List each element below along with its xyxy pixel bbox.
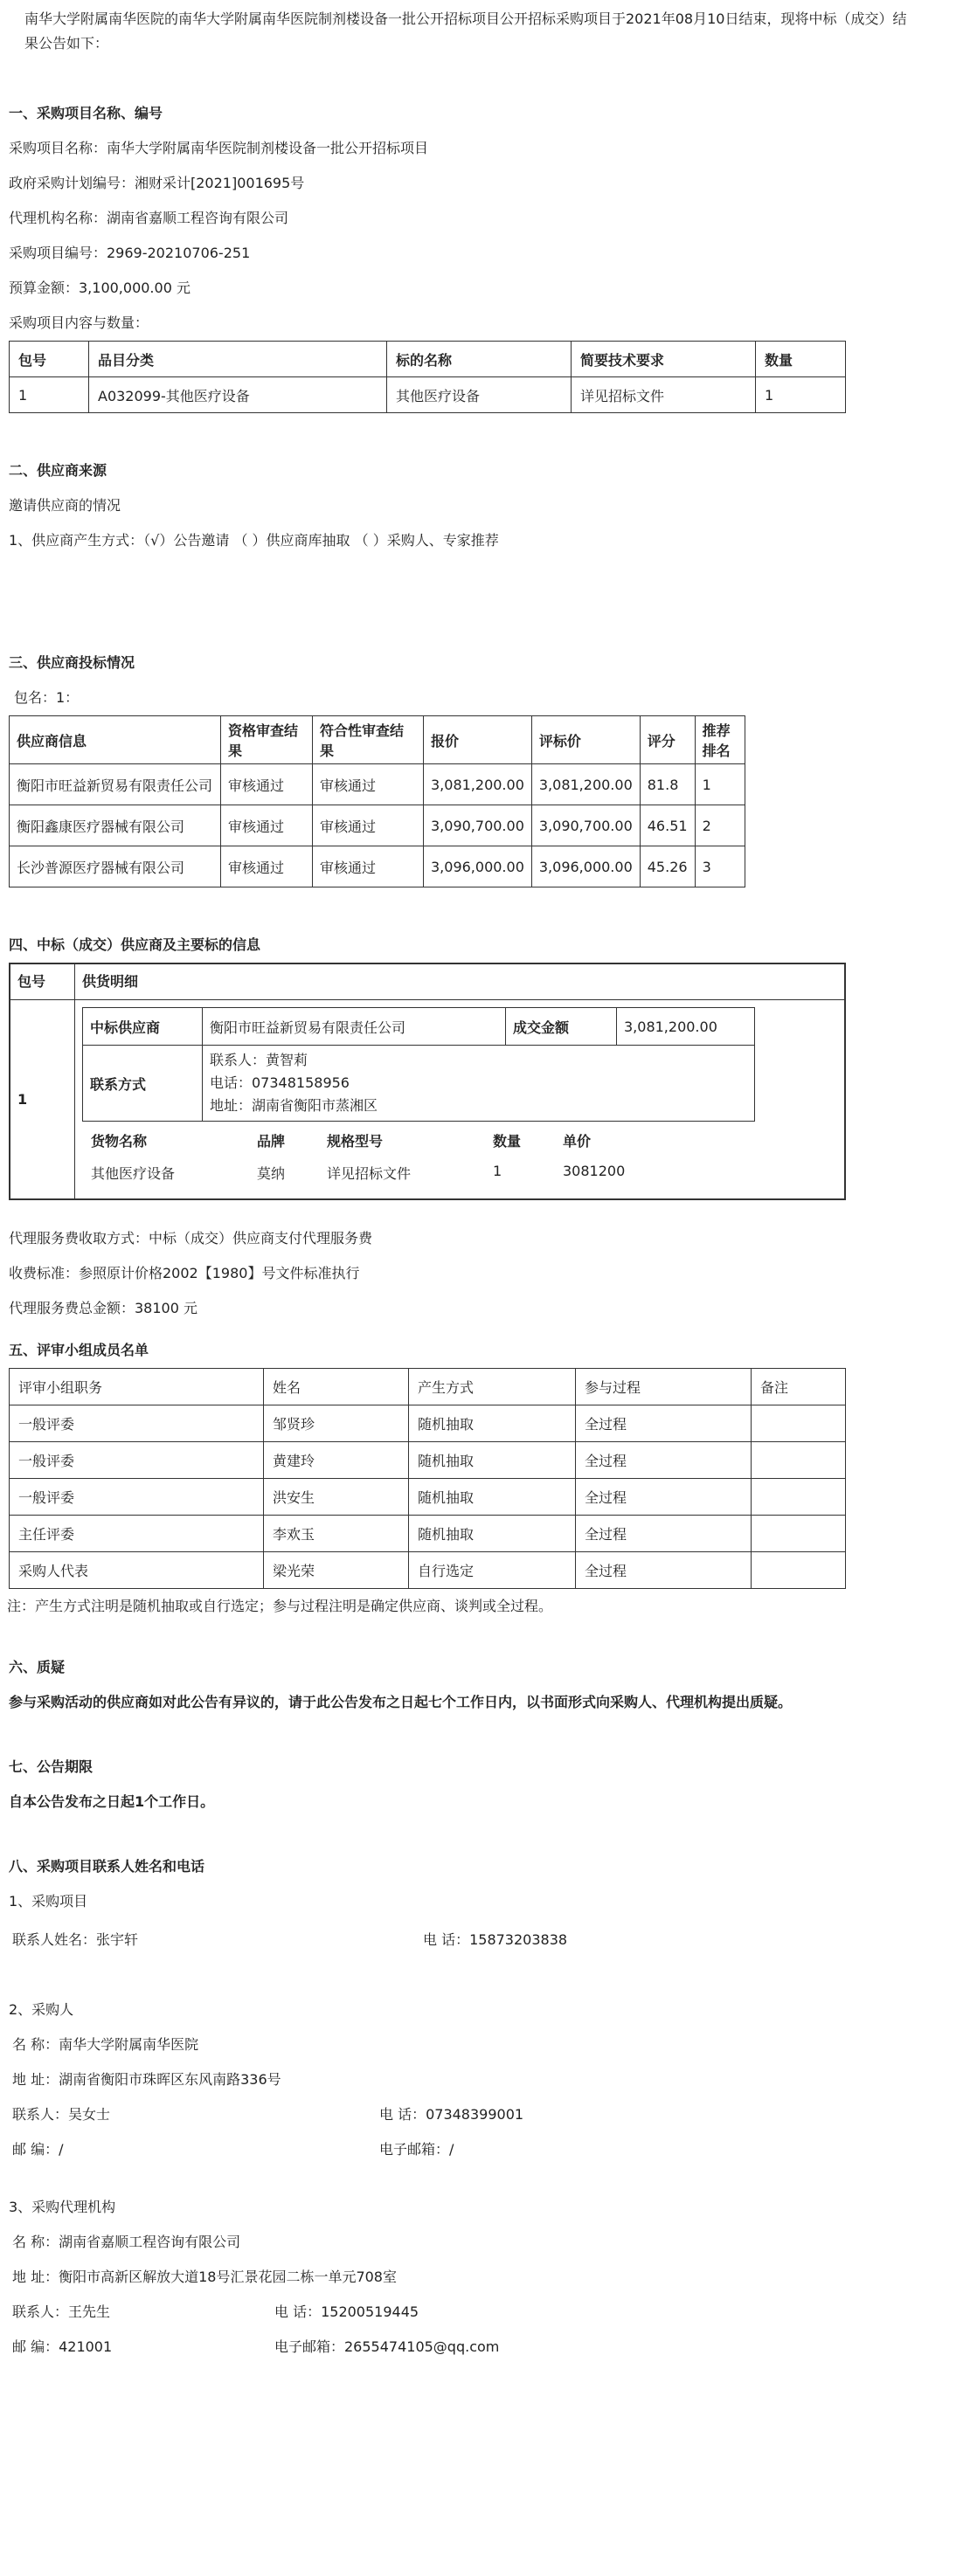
bidder-cell: 审核通过 [313,764,424,805]
bidders-header: 评标价 [531,716,640,764]
period-text: 自本公告发布之日起1个工作日。 [9,1793,215,1810]
review-note: 注：产生方式注明是随机抽取或自行选定；参与过程注明是确定供应商、谈判或全过程。 [7,1598,553,1614]
contact-label: 联系方式 [83,1046,203,1122]
bidder-cell: 3,096,000.00 [531,846,640,887]
bidder-cell: 长沙普源医疗器械有限公司 [10,846,221,887]
review-cell: 主任评委 [10,1516,264,1552]
plan-number-line: 政府采购计划编号：湘财采计[2021]001695号 [9,175,305,191]
section-6-title: 六、质疑 [9,1659,66,1675]
goods-header: 数量 [493,1133,522,1150]
intro-paragraph: 南华大学附属南华医院的南华大学附属南华医院制剂楼设备一批公开招标项目公开招标采购项目于2021年08月10日结束，现将中标（成交）结果公告如下： [24,10,907,52]
bidder-cell: 2 [695,805,745,846]
goods-header: 单价 [563,1133,592,1150]
challenge-text: 参与采购活动的供应商如对此公告有异议的，请于此公告发布之日起七个工作日内，以书面形式向采购人、代理机构提出质疑。 [9,1694,793,1710]
table-row [10,377,846,413]
contact-person: 联系人：黄智莉 [210,1052,308,1068]
table-row [10,1516,846,1552]
bidder-cell: 审核通过 [221,846,313,887]
goods-header: 规格型号 [327,1133,384,1150]
items-header: 简要技术要求 [572,342,756,377]
section-2-title: 二、供应商来源 [9,462,107,479]
agent-contact: 联系人：王先生 [12,2303,111,2320]
method-line: 1、供应商产生方式：（√）公告邀请 （ ）供应商库抽取 （ ）采购人、专家推荐 [9,532,499,549]
invite-line: 邀请供应商的情况 [9,497,121,514]
goods-list [82,1122,844,1183]
package-name-line: 包名：1： [14,689,80,706]
section-5-title: 五、评审小组成员名单 [9,1342,149,1358]
bidder-cell: 衡阳市旺益新贸易有限责任公司 [10,764,221,805]
goods-cell: 1 [493,1163,502,1179]
review-cell: 一般评委 [10,1479,264,1516]
bidder-cell: 3,090,700.00 [424,805,532,846]
budget-line: 预算金额：3,100,000.00 元 [9,280,191,296]
table-row [10,1405,846,1442]
review-header: 产生方式 [409,1369,576,1405]
review-header: 评审小组职务 [10,1369,264,1405]
agent-address: 地 址：衡阳市高新区解放大道18号汇景花园二栋一单元708室 [12,2269,397,2285]
review-cell: 黄建玲 [264,1442,409,1479]
goods-cell: 3081200 [563,1163,626,1179]
review-cell: 采购人代表 [10,1552,264,1589]
fee-standard-line: 收费标准：参照原计价格2002【1980】号文件标准执行 [9,1265,360,1281]
table-row [10,1479,846,1516]
award-package-number: 1 [10,1000,75,1198]
review-cell [752,1552,846,1589]
bidder-cell: 审核通过 [221,805,313,846]
items-cell: 1 [10,377,89,413]
items-header: 标的名称 [387,342,572,377]
award-box [9,963,846,1200]
amount-label: 成交金额 [506,1008,617,1046]
review-cell: 邹贤珍 [264,1405,409,1442]
review-cell: 随机抽取 [409,1405,576,1442]
goods-cell: 莫纳 [257,1165,286,1182]
goods-cell: 详见招标文件 [327,1165,412,1182]
review-cell [752,1405,846,1442]
bidders-header: 推荐排名 [695,716,745,764]
review-cell: 随机抽取 [409,1516,576,1552]
items-cell: 详见招标文件 [572,377,756,413]
review-cell: 随机抽取 [409,1479,576,1516]
winner-label: 中标供应商 [83,1008,203,1046]
bidder-cell: 1 [695,764,745,805]
bidder-cell: 3 [695,846,745,887]
review-cell: 一般评委 [10,1405,264,1442]
section-7-title: 七、公告期限 [9,1758,94,1775]
bidder-cell: 3,081,200.00 [531,764,640,805]
agent-label: 3、采购代理机构 [9,2199,116,2215]
agent-phone: 电 话：15200519445 [274,2303,419,2320]
review-cell: 梁光荣 [264,1552,409,1589]
fee-total-line: 代理服务费总金额：38100 元 [9,1300,197,1316]
review-cell: 全过程 [576,1479,752,1516]
award-inner-table [82,1007,755,1122]
project-contact-phone: 电 话：15873203838 [423,1931,568,1948]
bidder-cell: 81.8 [640,764,695,805]
bidder-cell: 3,090,700.00 [531,805,640,846]
bidders-header: 评分 [640,716,695,764]
fee-method-line: 代理服务费收取方式：中标（成交）供应商支付代理服务费 [9,1230,373,1247]
contact-phone: 电话：07348158956 [210,1074,350,1091]
items-header: 数量 [756,342,846,377]
award-package-header: 包号 [10,964,75,999]
table-row [10,805,745,846]
review-cell: 全过程 [576,1516,752,1552]
items-header: 品目分类 [89,342,387,377]
table-row [10,846,745,887]
buyer-email: 电子邮箱：/ [379,2141,454,2158]
bidder-cell: 3,096,000.00 [424,846,532,887]
bidder-cell: 审核通过 [313,846,424,887]
review-header: 姓名 [264,1369,409,1405]
review-cell: 全过程 [576,1552,752,1589]
bidder-cell: 45.26 [640,846,695,887]
bidder-cell: 审核通过 [313,805,424,846]
agent-postcode: 邮 编：421001 [12,2338,113,2355]
agent-email: 电子邮箱：2655474105@qq.com [274,2338,500,2355]
bidder-cell: 审核通过 [221,764,313,805]
items-table [9,341,846,413]
review-cell: 随机抽取 [409,1442,576,1479]
review-header: 参与过程 [576,1369,752,1405]
contact-info [203,1046,755,1122]
bidders-header: 资格审查结果 [221,716,313,764]
project-contact-name: 联系人姓名：张宇轩 [12,1931,139,1948]
buyer-phone: 电 话：07348399001 [379,2106,524,2123]
review-cell [752,1479,846,1516]
project-name-line: 采购项目名称：南华大学附属南华医院制剂楼设备一批公开招标项目 [9,140,429,156]
bidder-cell: 衡阳鑫康医疗器械有限公司 [10,805,221,846]
project-contact-label: 1、采购项目 [9,1893,88,1910]
bidders-header: 符合性审查结果 [313,716,424,764]
review-cell [752,1442,846,1479]
award-detail-header: 供货明细 [82,973,139,990]
buyer-name: 名 称：南华大学附属南华医院 [12,2036,199,2053]
table-row [10,1552,846,1589]
items-header: 包号 [10,342,89,377]
amount-value: 3,081,200.00 [617,1008,755,1046]
goods-header: 货物名称 [91,1133,148,1150]
section-8-title: 八、采购项目联系人姓名和电话 [9,1858,205,1875]
section-3-title: 三、供应商投标情况 [9,654,135,671]
winner-value: 衡阳市旺益新贸易有限责任公司 [203,1008,506,1046]
items-cell: 其他医疗设备 [387,377,572,413]
review-cell [752,1516,846,1552]
table-row [10,1442,846,1479]
review-cell: 全过程 [576,1405,752,1442]
agency-name-line: 代理机构名称：湖南省嘉顺工程咨询有限公司 [9,210,289,226]
bidders-header: 供应商信息 [10,716,221,764]
review-header: 备注 [752,1369,846,1405]
section-1-title: 一、采购项目名称、编号 [9,105,163,121]
review-cell: 全过程 [576,1442,752,1479]
items-cell: 1 [756,377,846,413]
goods-cell: 其他医疗设备 [91,1165,176,1182]
project-number-line: 采购项目编号：2969-20210706-251 [9,245,251,261]
buyer-contact: 联系人：吴女士 [12,2106,111,2123]
bidders-table [9,715,745,887]
goods-header: 品牌 [257,1133,286,1150]
buyer-postcode: 邮 编：/ [12,2141,64,2158]
bidder-cell: 3,081,200.00 [424,764,532,805]
buyer-label: 2、采购人 [9,2001,74,2018]
bidders-header: 报价 [424,716,532,764]
agent-name: 名 称：湖南省嘉顺工程咨询有限公司 [12,2234,241,2250]
section-4-title: 四、中标（成交）供应商及主要标的信息 [9,936,261,953]
review-cell: 自行选定 [409,1552,576,1589]
bidder-cell: 46.51 [640,805,695,846]
review-panel-table [9,1368,846,1589]
table-row [10,764,745,805]
contact-address: 地址：湖南省衡阳市蒸湘区 [210,1097,378,1114]
buyer-address: 地 址：湖南省衡阳市珠晖区东风南路336号 [12,2071,281,2088]
review-cell: 李欢玉 [264,1516,409,1552]
items-cell: A032099-其他医疗设备 [89,377,387,413]
review-cell: 一般评委 [10,1442,264,1479]
content-quantity-line: 采购项目内容与数量： [9,314,149,331]
review-cell: 洪安生 [264,1479,409,1516]
